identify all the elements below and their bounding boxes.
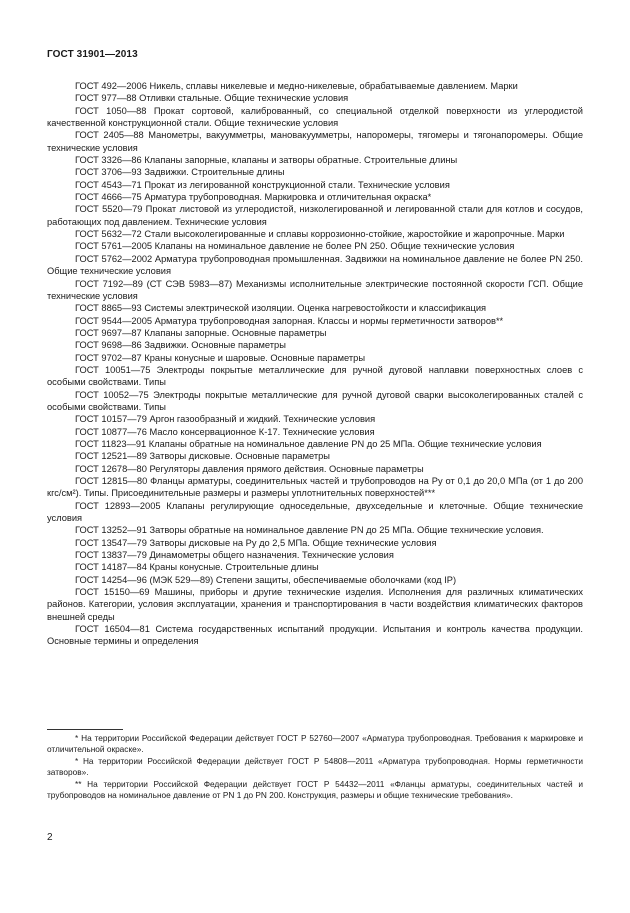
reference-item: ГОСТ 12678—80 Регуляторы давления прямого действия. Основные параметры — [75, 463, 424, 474]
reference-item: ГОСТ 9544—2005 Арматура трубопроводная запорная. Классы и нормы герметичности затворов** — [75, 315, 504, 326]
reference-item: ГОСТ 5762—2002 Арматура трубопроводная промышленная. Задвижки на номинальное давление не более PN 250. Общие технические условия — [47, 253, 583, 277]
reference-item: ГОСТ 7192—89 (СТ СЭВ 5983—87) Механизмы исполнительные электрические постоянной скорости ГСП. Общие технические условия — [47, 278, 583, 301]
reference-item: ГОСТ 9702—87 Краны конусные и шаровые. Основные параметры — [75, 352, 366, 363]
reference-item: ГОСТ 11823—91 Клапаны обратные на номинальное давление PN до 25 МПа. Общие технические условия — [75, 438, 542, 449]
reference-item: ГОСТ 12815—80 Фланцы арматуры, соединительных частей и трубопроводов на Pу от 0,1 до 20,0 МПа (от 1 до 200 кгс/см²). Типы. Присоединительные размеры и размеры уплотнительных поверхностей*** — [47, 476, 583, 499]
reference-item: ГОСТ 10051—75 Электроды покрытые металлические для ручной дуговой наплавки поверхностных слоев с особыми свойствами. Типы — [47, 364, 583, 388]
reference-item: ГОСТ 13252—91 Затворы обратные на номинальное давление PN до 25 МПа. Общие технические условия. — [75, 525, 544, 536]
reference-item: ГОСТ 3326—86 Клапаны запорные, клапаны и затворы обратные. Строительные длины — [75, 155, 458, 166]
reference-item: ГОСТ 5761—2005 Клапаны на номинальное давление не более PN 250. Общие технические условия — [75, 241, 515, 252]
footnotes — [47, 733, 583, 801]
reference-item: ГОСТ 12893—2005 Клапаны регулирующие односедельные, двухседельные и клеточные. Общие технические условия — [47, 500, 583, 524]
reference-item: ГОСТ 1050—88 Прокат сортовой, калиброванный, со специальной отделкой поверхности из углеродистой качественной конструкционной стали. Общие технические условия — [47, 105, 583, 129]
reference-item: ГОСТ 13547—79 Затворы дисковые на Pу до 2,5 МПа. Общие технические условия — [75, 537, 437, 548]
reference-item: ГОСТ 492—2006 Никель, сплавы никелевые и медно-никелевые, обрабатываемые давлением. Марки — [75, 81, 518, 91]
footnote: * На территории Российской Федерации действует ГОСТ Р 54808—2011 «Арматура трубопроводная. Нормы герметичности затворов». — [47, 755, 583, 778]
footnote: * На территории Российской Федерации действует ГОСТ Р 52760—2007 «Арматура трубопроводная. Требования к маркировке и отличительной окраске». — [47, 733, 583, 755]
reference-item: ГОСТ 15150—69 Машины, приборы и другие технические изделия. Исполнения для различных климатических районов. Категории, условия эксплуатации, хранения и транспортирования в части воздействия климатических факторов внешней среды — [47, 587, 583, 622]
reference-item: ГОСТ 8865—93 Системы электрической изоляции. Оценка нагревостойкости и классификация — [75, 303, 487, 314]
footnote: ** На территории Российской Федерации действует ГОСТ Р 54432—2011 «Фланцы арматуры, соединительных частей и трубопроводов на номинальное давление от PN 1 до PN 200. Конструкция, размеры и общие технические требования». — [47, 778, 583, 801]
reference-item: ГОСТ 9697—87 Клапаны запорные. Основные параметры — [75, 327, 327, 338]
reference-item: ГОСТ 14254—96 (МЭК 529—89) Степени защиты, обеспечиваемые оболочками (код IP) — [75, 574, 457, 585]
reference-item: ГОСТ 10052—75 Электроды покрытые металлические для ручной дуговой сварки высоколегированных сталей с особыми свойствами. Типы — [47, 389, 583, 412]
reference-item: ГОСТ 16504—81 Система государственных испытаний продукции. Испытания и контроль качества продукции. Основные термины и определения — [47, 624, 583, 647]
reference-item: ГОСТ 4543—71 Прокат из легированной конструкционной стали. Технические условия — [75, 179, 450, 190]
reference-item: ГОСТ 5520—79 Прокат листовой из углеродистой, низколегированной и легированной стали для котлов и сосудов, работающих под давлением. Технические условия — [47, 204, 583, 227]
reference-item: ГОСТ 9698—86 Задвижки. Основные параметры — [75, 340, 286, 351]
reference-item: ГОСТ 5632—72 Стали высоколегированные и сплавы коррозионно-стойкие, жаростойкие и жаропрочные. Марки — [75, 229, 565, 240]
reference-item: ГОСТ 12521—89 Затворы дисковые. Основные параметры — [75, 451, 330, 462]
reference-item: ГОСТ 14187—84 Краны конусные. Строительные длины — [75, 562, 319, 573]
reference-item: ГОСТ 13837—79 Динамометры общего назначения. Технические условия — [75, 550, 394, 561]
document-header: ГОСТ 31901—2013 — [47, 49, 138, 60]
reference-item: ГОСТ 10877—76 Масло консервационное К-17. Технические условия — [75, 426, 375, 437]
reference-item: ГОСТ 4666—75 Арматура трубопроводная. Маркировка и отличительная окраска* — [75, 192, 432, 203]
reference-item: ГОСТ 977—88 Отливки стальные. Общие технические условия — [75, 93, 349, 104]
normative-references — [47, 80, 583, 648]
reference-item: ГОСТ 2405—88 Манометры, вакуумметры, мановакуумметры, напоромеры, тягомеры и тягонапоромеры. Общие технические условия — [47, 130, 583, 153]
footnote-divider — [47, 729, 123, 730]
reference-item: ГОСТ 10157—79 Аргон газообразный и жидкий. Технические условия — [75, 414, 376, 425]
reference-item: ГОСТ 3706—93 Задвижки. Строительные длины — [75, 167, 285, 178]
page-number: 2 — [47, 832, 53, 843]
